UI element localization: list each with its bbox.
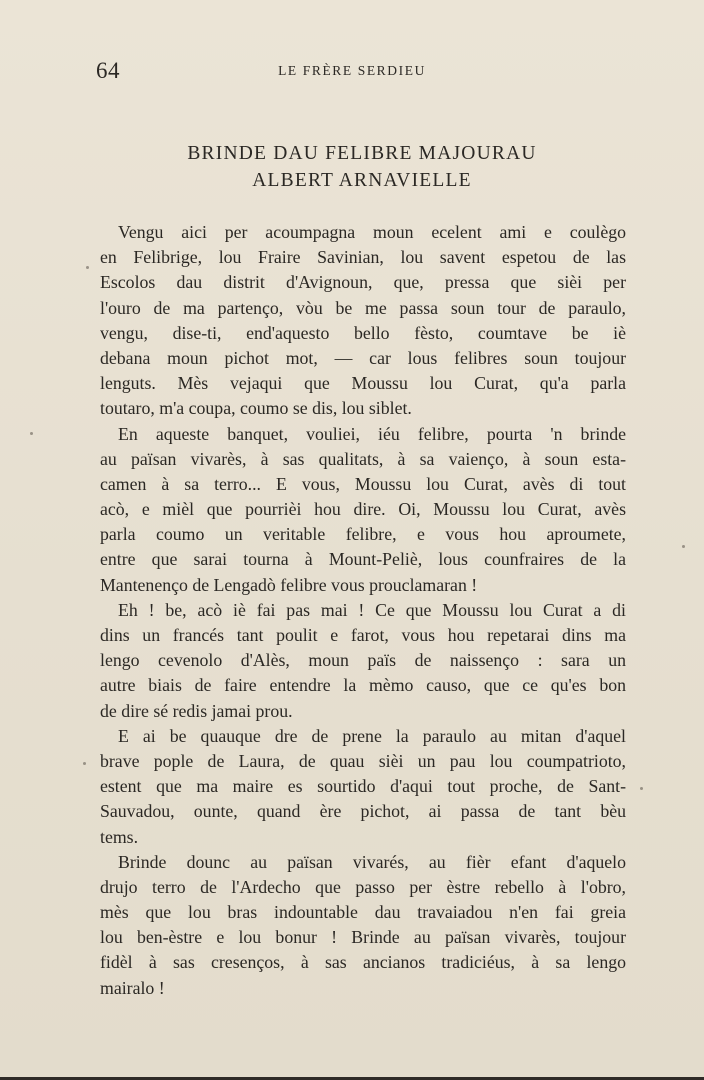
text-line: de dire sé redis jamai prou. <box>100 700 293 721</box>
text-line: Eh ! be, acò iè fai pas mai ! Ce que Moussu lou Curat a di <box>118 599 626 620</box>
text-line: dins un francés tant poulit e farot, vous hou repetarai dins ma <box>100 625 626 645</box>
text-line: l'ouro de ma partenço, vòu be me passa soun tour de paraulo, <box>100 297 626 318</box>
article-title-line-2: ALBERT ARNAVIELLE <box>252 170 472 191</box>
body-text <box>100 220 626 1001</box>
text-line: Brinde dounc au païsan vivarés, au fièr efant d'aquelo <box>118 851 626 872</box>
text-line: drujo terro de l'Ardecho que passo per èstre rebello à l'obro, <box>100 876 626 897</box>
text-line: debana moun pichot mot, — car lous felibres soun toujour <box>100 347 626 368</box>
text-line: En aqueste banquet, vouliei, iéu felibre, pourta 'n brinde <box>118 423 626 444</box>
text-line: brave pople de Laura, de quau sièi un pau lou coumpatrioto, <box>100 750 626 771</box>
text-line: Escolos dau distrit d'Avignoun, que, pressa que sièi per <box>100 272 626 293</box>
text-line: vengu, dise-ti, end'aquesto bello fèsto, coumtave be iè <box>100 322 626 343</box>
article-title-line-1: BRINDE DAU FELIBRE MAJOURAU <box>187 143 537 164</box>
text-line: tems. <box>100 826 139 847</box>
paper-speck <box>86 266 89 269</box>
text-line: lou ben-èstre e lou bonur ! Brinde au païsan vivarès, toujour <box>100 927 626 948</box>
text-line: camen à sa terro... E vous, Moussu lou Curat, avès di tout <box>100 473 626 494</box>
paper-speck <box>30 432 33 435</box>
text-line: fidèl à sas cresenços, à sas ancianos tradiciéus, à sa lengo <box>100 952 626 973</box>
paper-speck <box>682 545 685 548</box>
page-number: 64 <box>96 58 120 83</box>
text-line: parla coumo un veritable felibre, e vous hou aproumete, <box>100 524 626 545</box>
text-line: lengo cevenolo d'Alès, moun païs de naissenço : sara un <box>100 650 626 671</box>
text-line: entre que sarai tourna à Mount-Peliè, lous counfraires de la <box>100 549 626 570</box>
paper-speck <box>640 787 643 790</box>
text-line: E ai be quauque dre de prene la paraulo au mitan d'aquel <box>118 725 626 746</box>
text-line: autre biais de faire entendre la mèmo causo, que ce qu'es bon <box>100 675 626 696</box>
running-head: LE FRÈRE SERDIEU <box>278 63 426 78</box>
text-line: Mantenenço de Lengadò felibre vous prouclamaran ! <box>100 574 478 595</box>
text-line: Sauvadou, ounte, quand ère pichot, ai passa de tant bèu <box>100 801 626 822</box>
text-line: en Felibrige, lou Fraire Savinian, lou savent espetou de las <box>100 247 626 268</box>
text-line: mès que lou bras indountable dau travaiadou n'en fai greia <box>100 902 626 923</box>
paper-speck <box>83 762 86 765</box>
text-line: acò, e mièl que pourrièi hou dire. Oi, Moussu lou Curat, avès <box>100 499 626 520</box>
text-line: mairalo ! <box>100 977 165 998</box>
text-line: Vengu aici per acoumpagna moun ecelent ami e coulègo <box>118 222 626 242</box>
text-line: lenguts. Mès vejaqui que Moussu lou Curat, qu'a parla <box>100 373 626 394</box>
text-line: au païsan vivarès, à sas qualitats, à sa vaienço, à soun esta- <box>100 448 626 469</box>
text-line: estent que ma maire es sourtido d'aqui tout proche, de Sant- <box>100 776 626 797</box>
text-line: toutaro, m'a coupa, coumo se dis, lou siblet. <box>100 398 412 419</box>
